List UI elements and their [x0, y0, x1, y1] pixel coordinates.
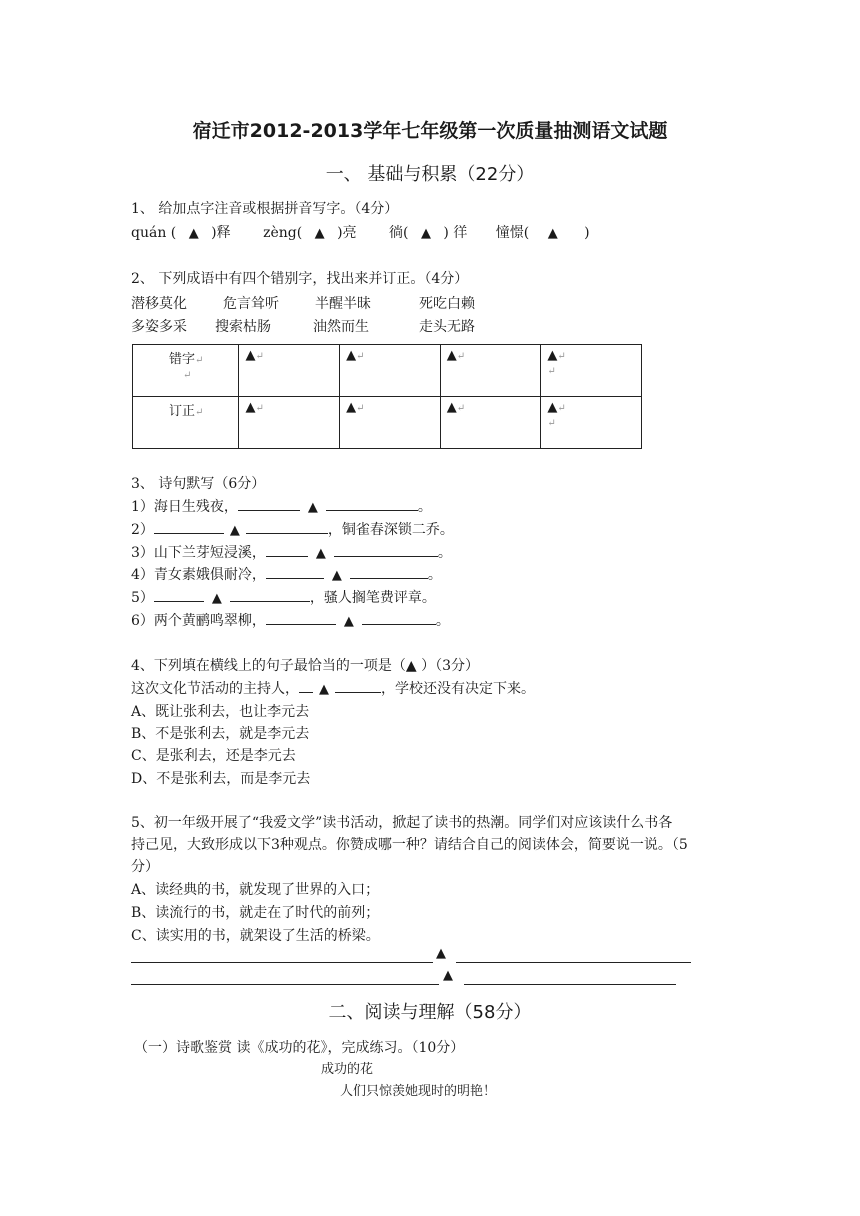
- q1-word-3b: ) 徉: [443, 225, 468, 241]
- q1-items: [131, 222, 590, 242]
- q4-option-d: D、不是张利去，而是李元去: [131, 771, 311, 787]
- poem-line-4: 4）青女素娥俱耐冷， ▲ 。: [131, 564, 442, 584]
- q5-option-b: B、读流行的书，就走在了时代的前列；: [131, 905, 380, 921]
- answer-cell[interactable]: ▲↵: [440, 397, 541, 449]
- q1-word-4: 憧憬(: [495, 225, 530, 241]
- answer-cell[interactable]: ▲↵: [440, 345, 541, 397]
- answer-cell[interactable]: ▲↵: [340, 345, 441, 397]
- q5-stem-line2: 持己见，大致形成以下3种观点。你赞成哪一种？请结合自己的阅读体会，简要说一说。（5: [131, 837, 688, 853]
- q5-stem-line3: 分）: [131, 859, 159, 875]
- poem-title: 成功的花: [321, 1062, 374, 1077]
- poem-line-2: 2） ▲ ，铜雀春深锁二乔。: [131, 519, 454, 539]
- section-heading-1: 一、 基础与积累（22分）: [325, 164, 535, 185]
- answer-mark: ▲: [188, 226, 199, 241]
- poem-line-3: 3）山下兰芽短浸溪， ▲ 。: [131, 542, 452, 562]
- idiom: 死吃白赖: [419, 296, 475, 312]
- idiom: 半醒半昧: [315, 296, 371, 312]
- table-row-fix: [133, 397, 642, 449]
- idiom-row-1: [131, 293, 475, 313]
- q1-word-3: 徜(: [389, 225, 409, 241]
- answer-line[interactable]: [131, 962, 433, 963]
- poem-line-1: 1）海日生残夜， ▲ 。: [131, 496, 432, 516]
- idiom: 危言耸听: [223, 296, 279, 312]
- answer-mark: ▲: [547, 226, 558, 241]
- answer-cell[interactable]: ▲↵ ↵: [541, 345, 642, 397]
- q3-stem: 3、 诗句默写（6分）: [131, 476, 266, 492]
- q2-stem: 2、 下列成语中有四个错别字，找出来并订正。（4分）: [131, 271, 469, 287]
- q5-option-a: A、读经典的书，就发现了世界的入口；: [131, 882, 380, 898]
- table-cell-label: 订正↵: [133, 397, 239, 449]
- q1-char-1: )释: [211, 225, 231, 241]
- answer-cell[interactable]: ▲↵ ↵: [541, 397, 642, 449]
- idiom-row-2: [131, 316, 475, 336]
- table-cell-label: 错字↵ ↵: [133, 345, 239, 397]
- answer-cell[interactable]: ▲↵: [239, 397, 340, 449]
- q5-option-c: C、读实用的书，就架设了生活的桥梁。: [131, 928, 380, 944]
- q4-sentence: 这次文化节活动的主持人， ▲ ，学校还没有决定下来。: [131, 678, 535, 698]
- correction-table: [132, 344, 642, 449]
- section-heading-2: 二、阅读与理解（58分）: [328, 1002, 532, 1023]
- poem-line: 人们只惊羡她现时的明艳！: [340, 1084, 497, 1099]
- poem-line-6: 6）两个黄鹂鸣翠柳， ▲ 。: [131, 610, 450, 630]
- answer-mark: ▲: [314, 226, 325, 241]
- q1-char-2: )亮: [337, 225, 357, 241]
- q1-stem: 1、 给加点字注音或根据拼音写字。（4分）: [131, 201, 399, 217]
- idiom: 搜索枯肠: [215, 319, 271, 335]
- answer-mark: ▲: [443, 968, 453, 983]
- answer-cell[interactable]: ▲↵: [340, 397, 441, 449]
- q4-stem: 4、下列填在横线上的句子最恰当的一项是（▲ ）（3分）: [131, 658, 480, 674]
- poem-line-5: 5） ▲ ，骚人搁笔费评章。: [131, 587, 436, 607]
- q4-option-c: C、是张利去，还是李元去: [131, 748, 296, 764]
- part2-intro: （一）诗歌鉴赏 读《成功的花》，完成练习。（10分）: [134, 1040, 465, 1056]
- answer-cell[interactable]: ▲↵: [239, 345, 340, 397]
- idiom: 油然而生: [313, 319, 369, 335]
- answer-mark: ▲: [436, 946, 446, 961]
- q4-option-b: B、不是张利去，就是李元去: [131, 726, 310, 742]
- q1-close-paren: ): [584, 225, 590, 241]
- q5-stem-line1: 5、初一年级开展了“我爱文学”读书活动，掀起了读书的热潮。同学们对应该读什么书各: [131, 815, 673, 831]
- idiom: 走头无路: [419, 319, 475, 335]
- answer-mark: ▲: [420, 226, 431, 241]
- answer-line[interactable]: [464, 984, 676, 985]
- q1-pinyin-2: zèng(: [263, 225, 303, 241]
- idiom: 潜移莫化: [131, 296, 187, 312]
- table-row-wrong: [133, 345, 642, 397]
- q4-option-a: A、既让张利去，也让李元去: [131, 704, 310, 720]
- answer-line[interactable]: [456, 962, 691, 963]
- q1-pinyin-1: quán (: [131, 225, 177, 241]
- page-title: 宿迁市2012-2013学年七年级第一次质量抽测语文试题: [192, 120, 668, 142]
- answer-line[interactable]: [131, 984, 439, 985]
- idiom: 多姿多采: [131, 319, 187, 335]
